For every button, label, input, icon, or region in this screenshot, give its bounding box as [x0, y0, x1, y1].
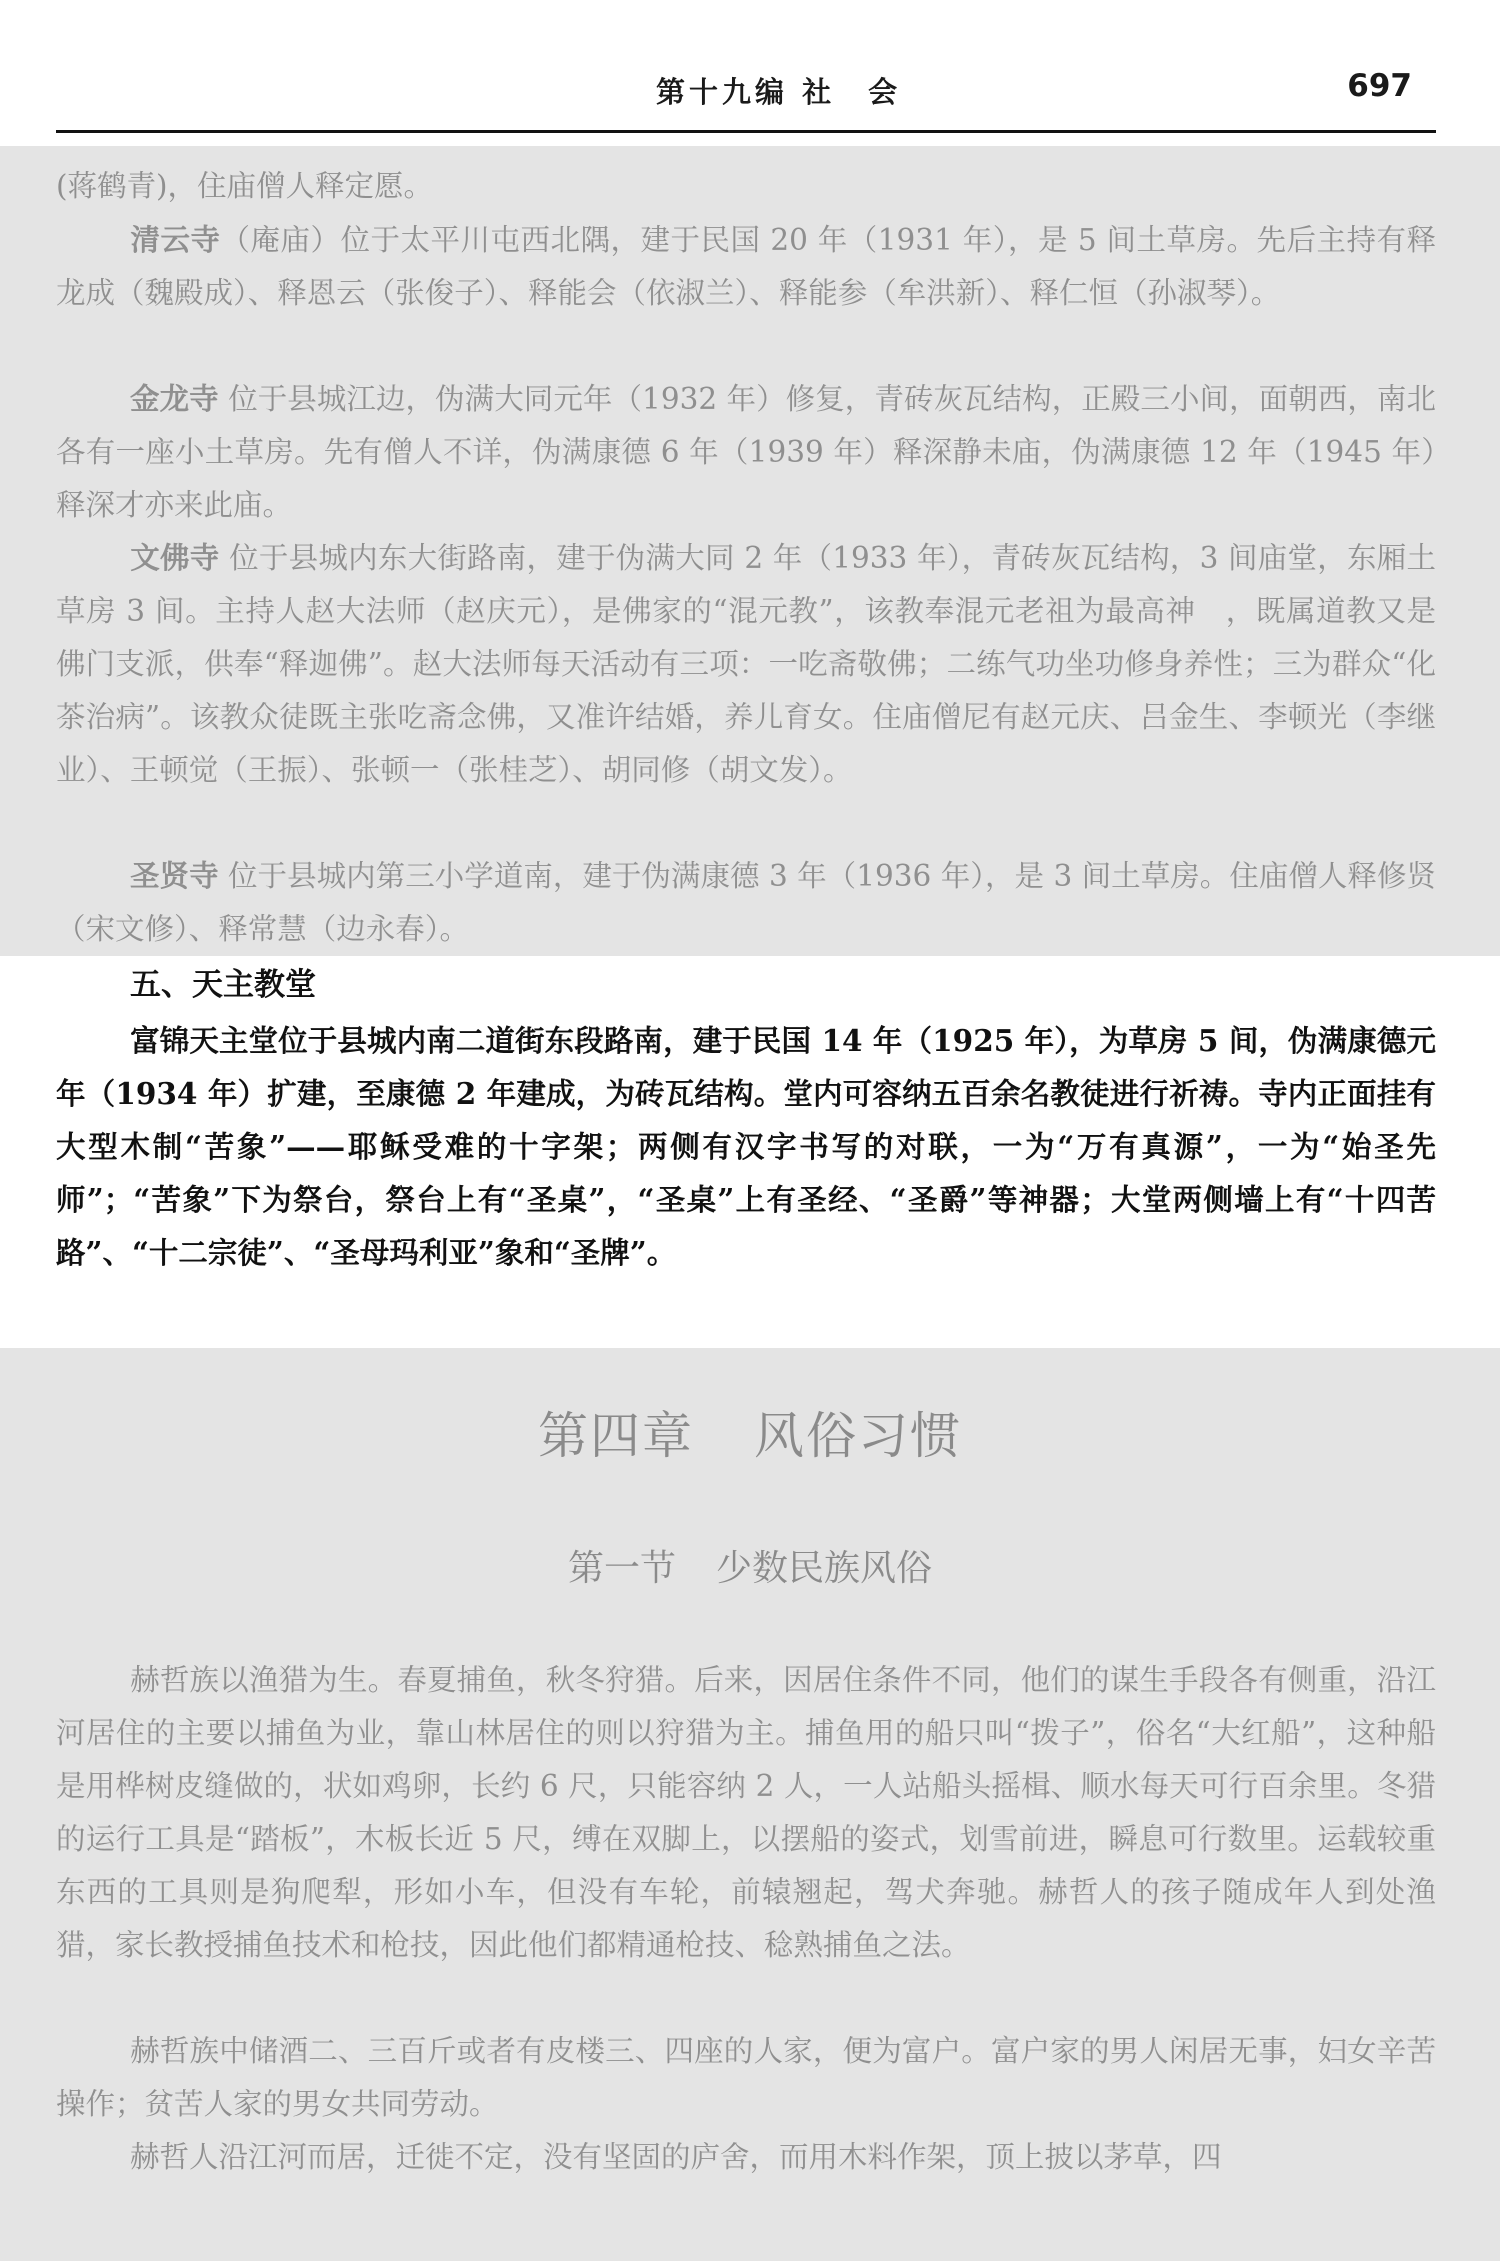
- paragraph-qingyun-temple: 清云寺（庵庙）位于太平川屯西北隅，建于民国 20 年（1931 年），是 5 间土草房。先后主持有释龙成（魏殿成）、释恩云（张俊子）、释能会（依淑兰）、释能参（牟洪新）、释仁恒（孙淑琴）。: [56, 222, 1436, 310]
- section-heading: 五、天主教堂: [130, 967, 316, 1003]
- section-title: 第一节 少数民族风俗: [567, 1548, 933, 1589]
- chapter-title: 第四章 风俗习惯: [538, 1407, 962, 1465]
- paragraph-hezhe-livelihood: 赫哲族以渔猎为生。春夏捕鱼，秋冬狩猎。后来，因居住条件不同，他们的谋生手段各有侧重，沿江河居住的主要以捕鱼为业，靠山林居住的则以狩猎为主。捕鱼用的船只叫“拨子”，俗名“大红船”，这种船是用桦树皮缝做的，状如鸡卵，长约 6 尺，只能容纳 2 人，一人站船头摇楫、顺水每天可行百余里。冬猎的运行工具是“踏板”，木板长近 5 尺，缚在双脚上，以摆船的姿式，划雪前进，瞬息可行数里。运载较重东西的工具则是狗爬犁，形如小车，但没有车轮，前辕翘起，驾犬奔驰。赫哲人的孩子随成年人到处渔猎，家长教授捕鱼技术和枪技，因此他们都精通枪技、稔熟捕鱼之法。: [56, 1663, 1436, 1962]
- paragraph-wenfo-temple: 文佛寺 位于县城内东大街路南，建于伪满大同 2 年（1933 年），青砖灰瓦结构，3 间庙堂，东厢土草房 3 间。主持人赵大法师（赵庆元），是佛家的“混元教”，该教奉混元老祖为最高神 ，既属道教又是佛门支派，供奉“释迦佛”。赵大法师每天活动有三项：一吃斋敬佛；二练气功坐功修身养性；三为群众“化茶治病”。该教众徒既主张吃斋念佛，又准许结婚，养儿育女。住庙僧尼有赵元庆、吕金生、李顿光（李继业）、王顿觉（王振）、张顿一（张桂芝）、胡同修（胡文发）。: [56, 540, 1436, 787]
- page-number: 697: [1347, 68, 1412, 104]
- paragraph-jinlong-temple: 金龙寺 位于县城江边，伪满大同元年（1932 年）修复，青砖灰瓦结构，正殿三小间，面朝西，南北各有一座小土草房。先有僧人不详，伪满康德 6 年（1939 年）释深静未庙，伪满康德 12 年（1945 年）释深才亦来此庙。: [56, 381, 1436, 522]
- running-title: 第十九编 社 会: [656, 75, 902, 109]
- paragraph-continuation: (蒋鹤青)，住庙僧人释定愿。: [56, 169, 434, 203]
- page-header: [56, 58, 1436, 133]
- paragraph-shengxian-temple: 圣贤寺 位于县城内第三小学道南，建于伪满康德 3 年（1936 年），是 3 间土草房。住庙僧人释修贤（宋文修）、释常慧（边永春）。: [56, 858, 1436, 946]
- paragraph-hezhe-wealth: 赫哲族中储酒二、三百斤或者有皮楼三、四座的人家，便为富户。富户家的男人闲居无事，妇女辛苦操作；贫苦人家的男女共同劳动。: [56, 2034, 1436, 2121]
- paragraph-hezhe-dwelling: 赫哲人沿江河而居，迁徙不定，没有坚固的庐舍，而用木料作架，顶上披以茅草，四: [130, 2140, 1222, 2174]
- paragraph-catholic-church: 富锦天主堂位于县城内南二道街东段路南，建于民国 14 年（1925 年），为草房 5 间，伪满康德元年（1934 年）扩建，至康德 2 年建成，为砖瓦结构。堂内可容纳五百余名教徒进行祈祷。寺内正面挂有大型木制“苦象”——耶稣受难的十字架；两侧有汉字书写的对联，一为“万有真源”，一为“始圣先师”；“苦象”下为祭台，祭台上有“圣桌”，“圣桌”上有圣经、“圣爵”等神器；大堂两侧墙上有“十四苦路”、“十二宗徒”、“圣母玛利亚”象和“圣牌”。: [56, 1023, 1436, 1270]
